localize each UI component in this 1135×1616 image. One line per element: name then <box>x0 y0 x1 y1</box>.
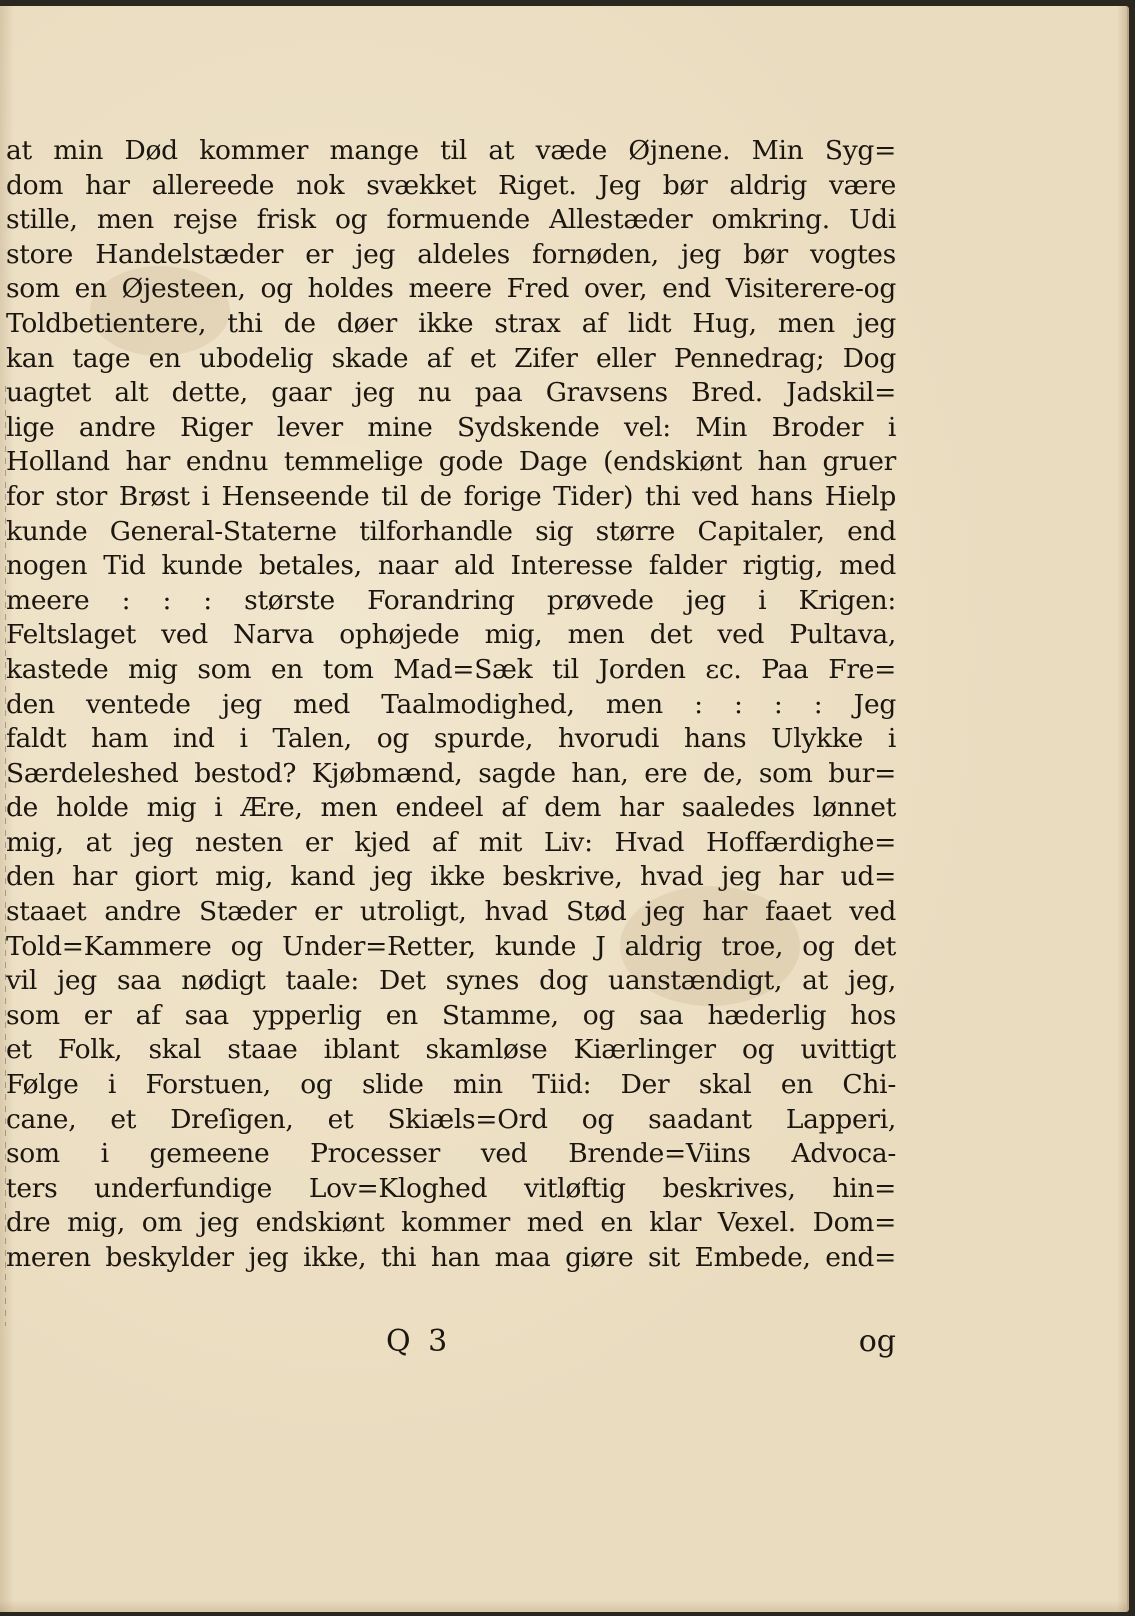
text-line: ters underfundige Lov=Kloghed vitløftig beskrives, hin= <box>6 1172 896 1204</box>
text-line: Told=Kammere og Under=Retter, kunde J aldrig troe, og det <box>6 930 896 962</box>
text-line: Særdeleshed bestod? Kjøbmænd, sagde han, ere de, som bur= <box>6 757 896 789</box>
text-line: uagtet alt dette, gaar jeg nu paa Gravsens Bred. Jadskil= <box>6 377 896 409</box>
text-line: kastede mig som en tom Mad=Sæk til Jorden ɛc. Paa Fre= <box>6 653 896 685</box>
text-line: for stor Brøst i Henseende til de forige Tider) thi ved hans Hielp <box>6 480 896 512</box>
page-footer <box>6 1324 896 1364</box>
text-line: vil jeg saa nødigt taale: Det synes dog uanstændigt, at jeg, <box>6 965 896 997</box>
text-line: store Handelstæder er jeg aldeles fornøden, jeg bør vogtes <box>6 238 896 270</box>
text-line: staaet andre Stæder er utroligt, hvad Stød jeg har faaet ved <box>6 896 896 928</box>
text-line: den ventede jeg med Taalmodighed, men : : : : Jeg <box>6 688 896 720</box>
text-line: at min Død kommer mange til at væde Øjnene. Min Syg= <box>6 135 896 166</box>
text-line: Holland har endnu temmelige gode Dage (endskiønt han gruer <box>6 446 896 478</box>
text-line: som i gemeene Processer ved Brende=Viins Advoca- <box>6 1138 896 1170</box>
text-line: Følge i Forstuen, og slide min Tiid: Der skal en Chi- <box>6 1069 896 1101</box>
signature-mark: Q 3 <box>386 1324 452 1359</box>
text-line: de holde mig i Ære, men endeel af dem har saaledes lønnet <box>6 792 896 824</box>
text-line: kunde General-Staterne tilforhandle sig større Capitaler, end <box>6 515 896 547</box>
text-line: Feltslaget ved Narva ophøjede mig, men det ved Pultava, <box>6 619 896 651</box>
book-page <box>0 6 1129 1612</box>
text-line: kan tage en ubodelig skade af et Zifer eller Pennedrag; Dog <box>6 342 896 374</box>
text-line: som en Øjesteen, og holdes meere Fred over, end Visiterere-og <box>6 273 896 305</box>
text-line: meren beskylder jeg ikke, thi han maa giøre sit Embede, end= <box>6 1242 896 1273</box>
text-line: Toldbetientere, thi de døer ikke strax af lidt Hug, men jeg <box>6 307 896 339</box>
catchword: og <box>858 1324 896 1359</box>
body-text <box>6 134 896 1276</box>
text-line: som er af saa ypperlig en Stamme, og saa hæderlig hos <box>6 999 896 1031</box>
text-line: stille, men rejse frisk og formuende Allestæder omkring. Udi <box>6 204 896 236</box>
text-line: nogen Tid kunde betales, naar ald Interesse falder rigtig, med <box>6 550 896 582</box>
text-line: meere : : : største Forandring prøvede jeg i Krigen: <box>6 584 896 616</box>
text-line: lige andre Riger lever mine Sydskende vel: Min Broder i <box>6 411 896 443</box>
text-line: et Folk, skal staae iblant skamløse Kiærlinger og uvittigt <box>6 1034 896 1066</box>
text-line: cane, et Dreſigen, et Skiæls=Ord og saadant Lapperi, <box>6 1103 896 1135</box>
text-line: mig, at jeg nesten er kjed af mit Liv: Hvad Hoffærdighe= <box>6 826 896 858</box>
text-line: faldt ham ind i Talen, og spurde, hvorudi hans Ulykke i <box>6 723 896 755</box>
text-line: dre mig, om jeg endskiønt kommer med en klar Vexel. Dom= <box>6 1207 896 1239</box>
text-line: dom har allereede nok svækket Riget. Jeg bør aldrig være <box>6 169 896 201</box>
text-line: den har giort mig, kand jeg ikke beskrive, hvad jeg har ud= <box>6 861 896 893</box>
